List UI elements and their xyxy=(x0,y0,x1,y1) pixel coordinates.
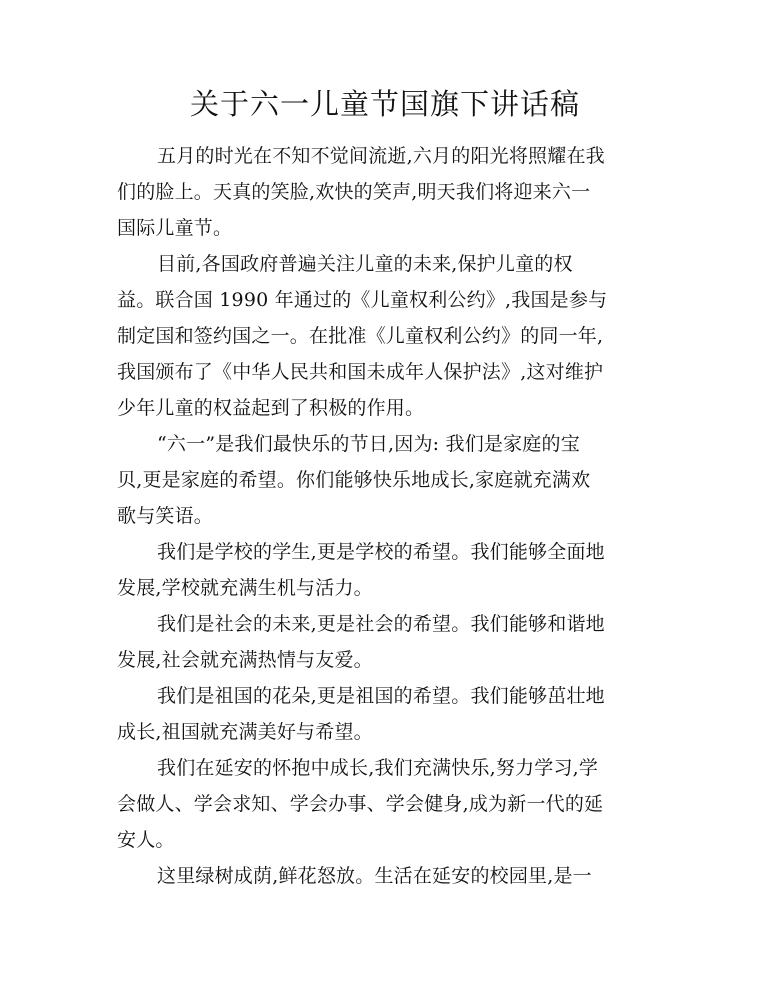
paragraph-7 xyxy=(117,750,677,858)
paragraph-line: 发展,社会就充满热情与友爱。 xyxy=(117,649,373,671)
paragraph-line: 成长,祖国就充满美好与希望。 xyxy=(117,721,373,743)
paragraph-line: 国际儿童节。 xyxy=(117,217,233,239)
paragraph-line: 我们在延安的怀抱中成长,我们充满快乐,努力学习,学 xyxy=(157,757,599,779)
document-title: 关于六一儿童节国旗下讲话稿 xyxy=(189,87,580,121)
paragraph-line: 歌与笑语。 xyxy=(117,505,214,527)
paragraph-6 xyxy=(117,678,677,750)
paragraph-line: 这里绿树成荫,鲜花怒放。生活在延安的校园里,是一 xyxy=(157,865,592,887)
paragraph-5 xyxy=(117,606,677,678)
paragraph-line: 发展,学校就充满生机与活力。 xyxy=(117,577,373,599)
paragraph-line: 我国颁布了《中华人民共和国未成年人保护法》,这对维护 xyxy=(117,361,604,383)
paragraph-line: “六一”是我们最快乐的节日,因为: 我们是家庭的宝 xyxy=(157,433,580,455)
paragraph-line: 益。联合国 1990 年通过的《儿童权利公约》,我国是参与 xyxy=(117,289,608,311)
paragraph-2 xyxy=(117,246,677,426)
paragraph-1 xyxy=(117,138,677,246)
paragraph-line: 目前,各国政府普遍关注儿童的未来,保护儿童的权 xyxy=(157,253,573,275)
paragraph-line: 我们是祖国的花朵,更是祖国的希望。我们能够茁壮地 xyxy=(157,685,605,707)
paragraph-line: 们的脸上。天真的笑脸,欢快的笑声,明天我们将迎来六一 xyxy=(117,181,591,203)
paragraph-line: 少年儿童的权益起到了积极的作用。 xyxy=(117,397,425,419)
paragraph-line: 安人。 xyxy=(117,829,175,851)
paragraph-3 xyxy=(117,426,677,534)
paragraph-line: 会做人、学会求知、学会办事、学会健身,成为新一代的延 xyxy=(117,793,604,815)
paragraph-line: 五月的时光在不知不觉间流逝,六月的阳光将照耀在我 xyxy=(157,145,605,167)
paragraph-line: 制定国和签约国之一。在批准《儿童权利公约》的同一年, xyxy=(117,325,604,347)
paragraph-line: 我们是社会的未来,更是社会的希望。我们能够和谐地 xyxy=(157,613,605,635)
document-body xyxy=(117,138,677,894)
paragraph-8 xyxy=(117,858,677,894)
paragraph-line: 我们是学校的学生,更是学校的希望。我们能够全面地 xyxy=(157,541,605,563)
paragraph-4 xyxy=(117,534,677,606)
paragraph-line: 贝,更是家庭的希望。你们能够快乐地成长,家庭就充满欢 xyxy=(117,469,591,491)
